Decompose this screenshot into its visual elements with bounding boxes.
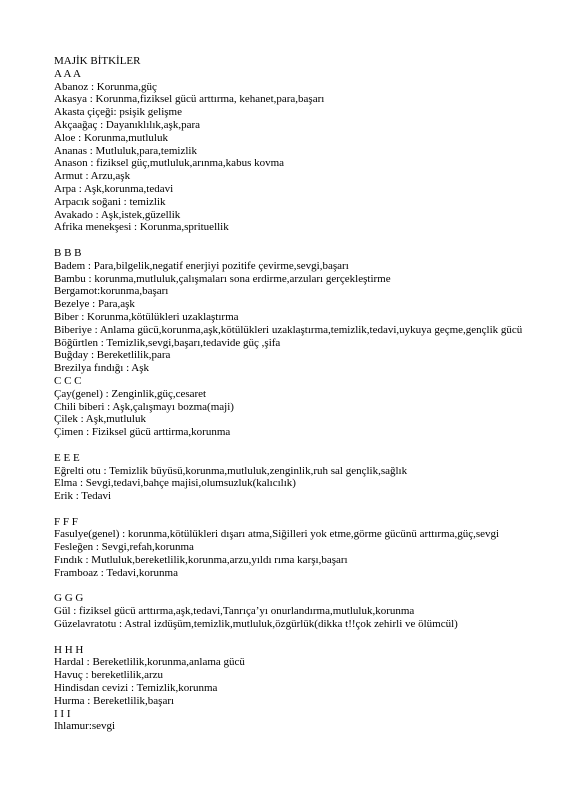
plant-entry: Bezelye : Para,aşk [54,298,135,311]
plant-entry: Akçaağaç : Dayanıklılık,aşk,para [54,118,200,131]
blank-line [54,503,544,516]
plant-entry: Biber : Korunma,kötülükleri uzaklaştırma [54,310,239,323]
plant-entry: Gül : fiziksel gücü arttırma,aşk,tedavi,Tanrıça’yı onurlandırma,mutluluk,korunma [54,605,415,618]
plant-entry: Fındık : Mutluluk,bereketlilik,korunma,arzu,yıldı rıma karşı,başarı [54,554,348,567]
plant-entry: Avakado : Aşk,istek,güzellik [54,208,181,221]
section-heading-c: C C C [54,374,82,387]
plant-entry: Elma : Sevgi,tedavi,bahçe majisi,olumsuzluk(kalıcılık) [54,477,296,490]
plant-entry: Armut : Arzu,aşk [54,170,131,183]
section-heading-b: B B B [54,246,82,259]
plant-entry: Böğürtlen : Temizlik,sevgi,başarı,tedavide güç ,şifa [54,336,281,349]
blank-line [54,439,544,452]
plant-entry: Badem : Para,bilgelik,negatif enerjiyi pozitife çevirme,sevgi,başarı [54,259,349,272]
blank-line [54,580,544,593]
plant-entry: Eğrelti otu : Temizlik büyüsü,korunma,mutluluk,zenginlik,ruh sal gençlik,sağlık [54,464,408,477]
plant-entry: Fesleğen : Sevgi,refah,korunma [54,541,194,554]
plant-entry: Abanoz : Korunma,güç [54,80,157,93]
plant-entry: Hindisdan cevizi : Temizlik,korunma [54,682,218,695]
section-heading-i: I I I [54,707,71,720]
plant-entry: Biberiye : Anlama gücü,korunma,aşk,kötülükleri uzaklaştırma,temizlik,tedavi,uykuya geçme,gençlik gücü [54,323,523,336]
plant-entry: Chili biberi : Aşk,çalışmayı bozma(maji) [54,400,234,413]
plant-entry: Akasya : Korunma,fiziksel gücü arttırma, kehanet,para,başarı [54,93,325,106]
plant-entry: Havuç : bereketlilik,arzu [54,669,164,682]
plant-entry: Afrika menekşesi : Korunma,sprituellik [54,221,229,234]
plant-entry: Arpacık soğani : temizlik [54,195,166,208]
plant-entry: Çimen : Fiziksel gücü arttirma,korunma [54,426,231,439]
plant-entry: Fasulye(genel) : korunma,kötülükleri dışarı atma,Siğilleri yok etme,görme gücünü arttırma,güç,sevgi [54,528,500,541]
plant-entry: Hurma : Bereketlilik,başarı [54,694,175,707]
section-heading-e: E E E [54,451,80,464]
plant-entry: Ananas : Mutluluk,para,temizlik [54,144,197,157]
plant-entry: Hardal : Bereketlilik,korunma,anlama gücü [54,656,245,669]
plant-entry: Çay(genel) : Zenginlik,güç,cesaret [54,387,207,400]
document-title: MAJİK BİTKİLER [54,55,141,67]
blank-line [54,234,544,247]
plant-entry: Brezilya fındığı : Aşk [54,362,150,375]
plant-entry: Ihlamur:sevgi [54,720,116,733]
section-heading-f: F F F [54,515,78,528]
plant-entry: Anason : fiziksel güç,mutluluk,arınma,kabus kovma [54,157,285,170]
plant-entry: Bambu : korunma,mutluluk,çalışmaları sona erdirme,arzuları gerçekleştirme [54,272,391,285]
blank-line [54,631,544,644]
document-page [54,55,544,733]
section-heading-a: A A A [54,67,81,80]
plant-entry: Çilek : Aşk,mutluluk [54,413,146,426]
plant-entry: Bergamot:korunma,başarı [54,285,169,298]
section-heading-h: H H H [54,643,84,656]
plant-entry: Güzelavratotu : Astral izdüşüm,temizlik,mutluluk,özgürlük(dikka t!!çok zehirli ve ölümcül) [54,618,458,631]
plant-entry: Akasta çiçeği: psişik gelişme [54,106,182,119]
plant-entry: Arpa : Aşk,korunma,tedavi [54,182,174,195]
plant-entry: Buğday : Bereketlilik,para [54,349,171,362]
section-heading-g: G G G [54,592,84,605]
plant-entry: Framboaz : Tedavi,korunma [54,566,178,579]
plant-entry: Aloe : Korunma,mutluluk [54,131,168,144]
plant-entry: Erik : Tedavi [54,490,112,503]
